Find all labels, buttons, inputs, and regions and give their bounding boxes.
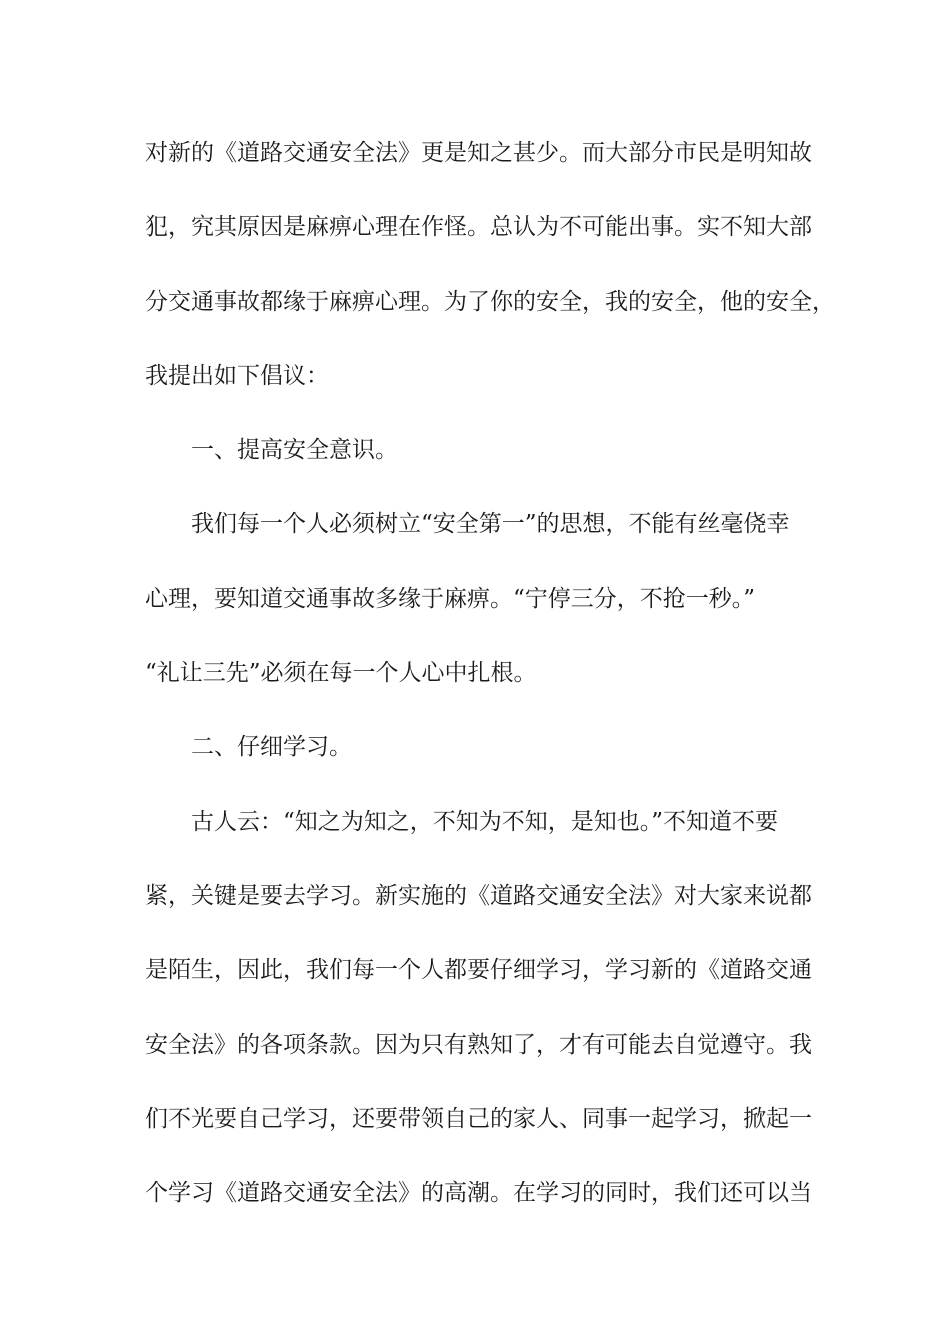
text-line: 古人云：“知之为知之，不知为不知，是知也。”不知道不要 [191, 808, 779, 835]
text-line: 我们每一个人必须树立“安全第一”的思想，不能有丝毫侥幸 [191, 511, 790, 538]
document-body [145, 134, 835, 1248]
section-heading: 二、仔细学习。 [191, 734, 352, 761]
text-line: 紧，关键是要去学习。新实施的《道路交通安全法》对大家来说都 [145, 882, 812, 909]
text-line: 犯，究其原因是麻痹心理在作怪。总认为不可能出事。实不知大部 [145, 214, 812, 241]
text-line: 我提出如下倡议： [145, 362, 329, 389]
section-heading: 一、提高安全意识。 [191, 437, 398, 464]
text-line: “礼让三先”必须在每一个人心中扎根。 [145, 660, 537, 687]
text-line: 们不光要自己学习，还要带领自己的家人、同事一起学习，掀起一 [145, 1105, 812, 1132]
text-line: 对新的《道路交通安全法》更是知之甚少。而大部分市民是明知故 [145, 140, 812, 166]
text-line: 分交通事故都缘于麻痹心理。为了你的安全，我的安全，他的安全， [145, 288, 835, 315]
text-line: 是陌生，因此，我们每一个人都要仔细学习，学习新的《道路交通 [145, 957, 812, 984]
text-line: 心理，要知道交通事故多缘于麻痹。“宁停三分，不抢一秒。” [145, 585, 756, 612]
text-line: 个学习《道路交通安全法》的高潮。在学习的同时，我们还可以当 [145, 1180, 812, 1207]
text-line: 安全法》的各项条款。因为只有熟知了，才有可能去自觉遵守。我 [145, 1031, 812, 1058]
